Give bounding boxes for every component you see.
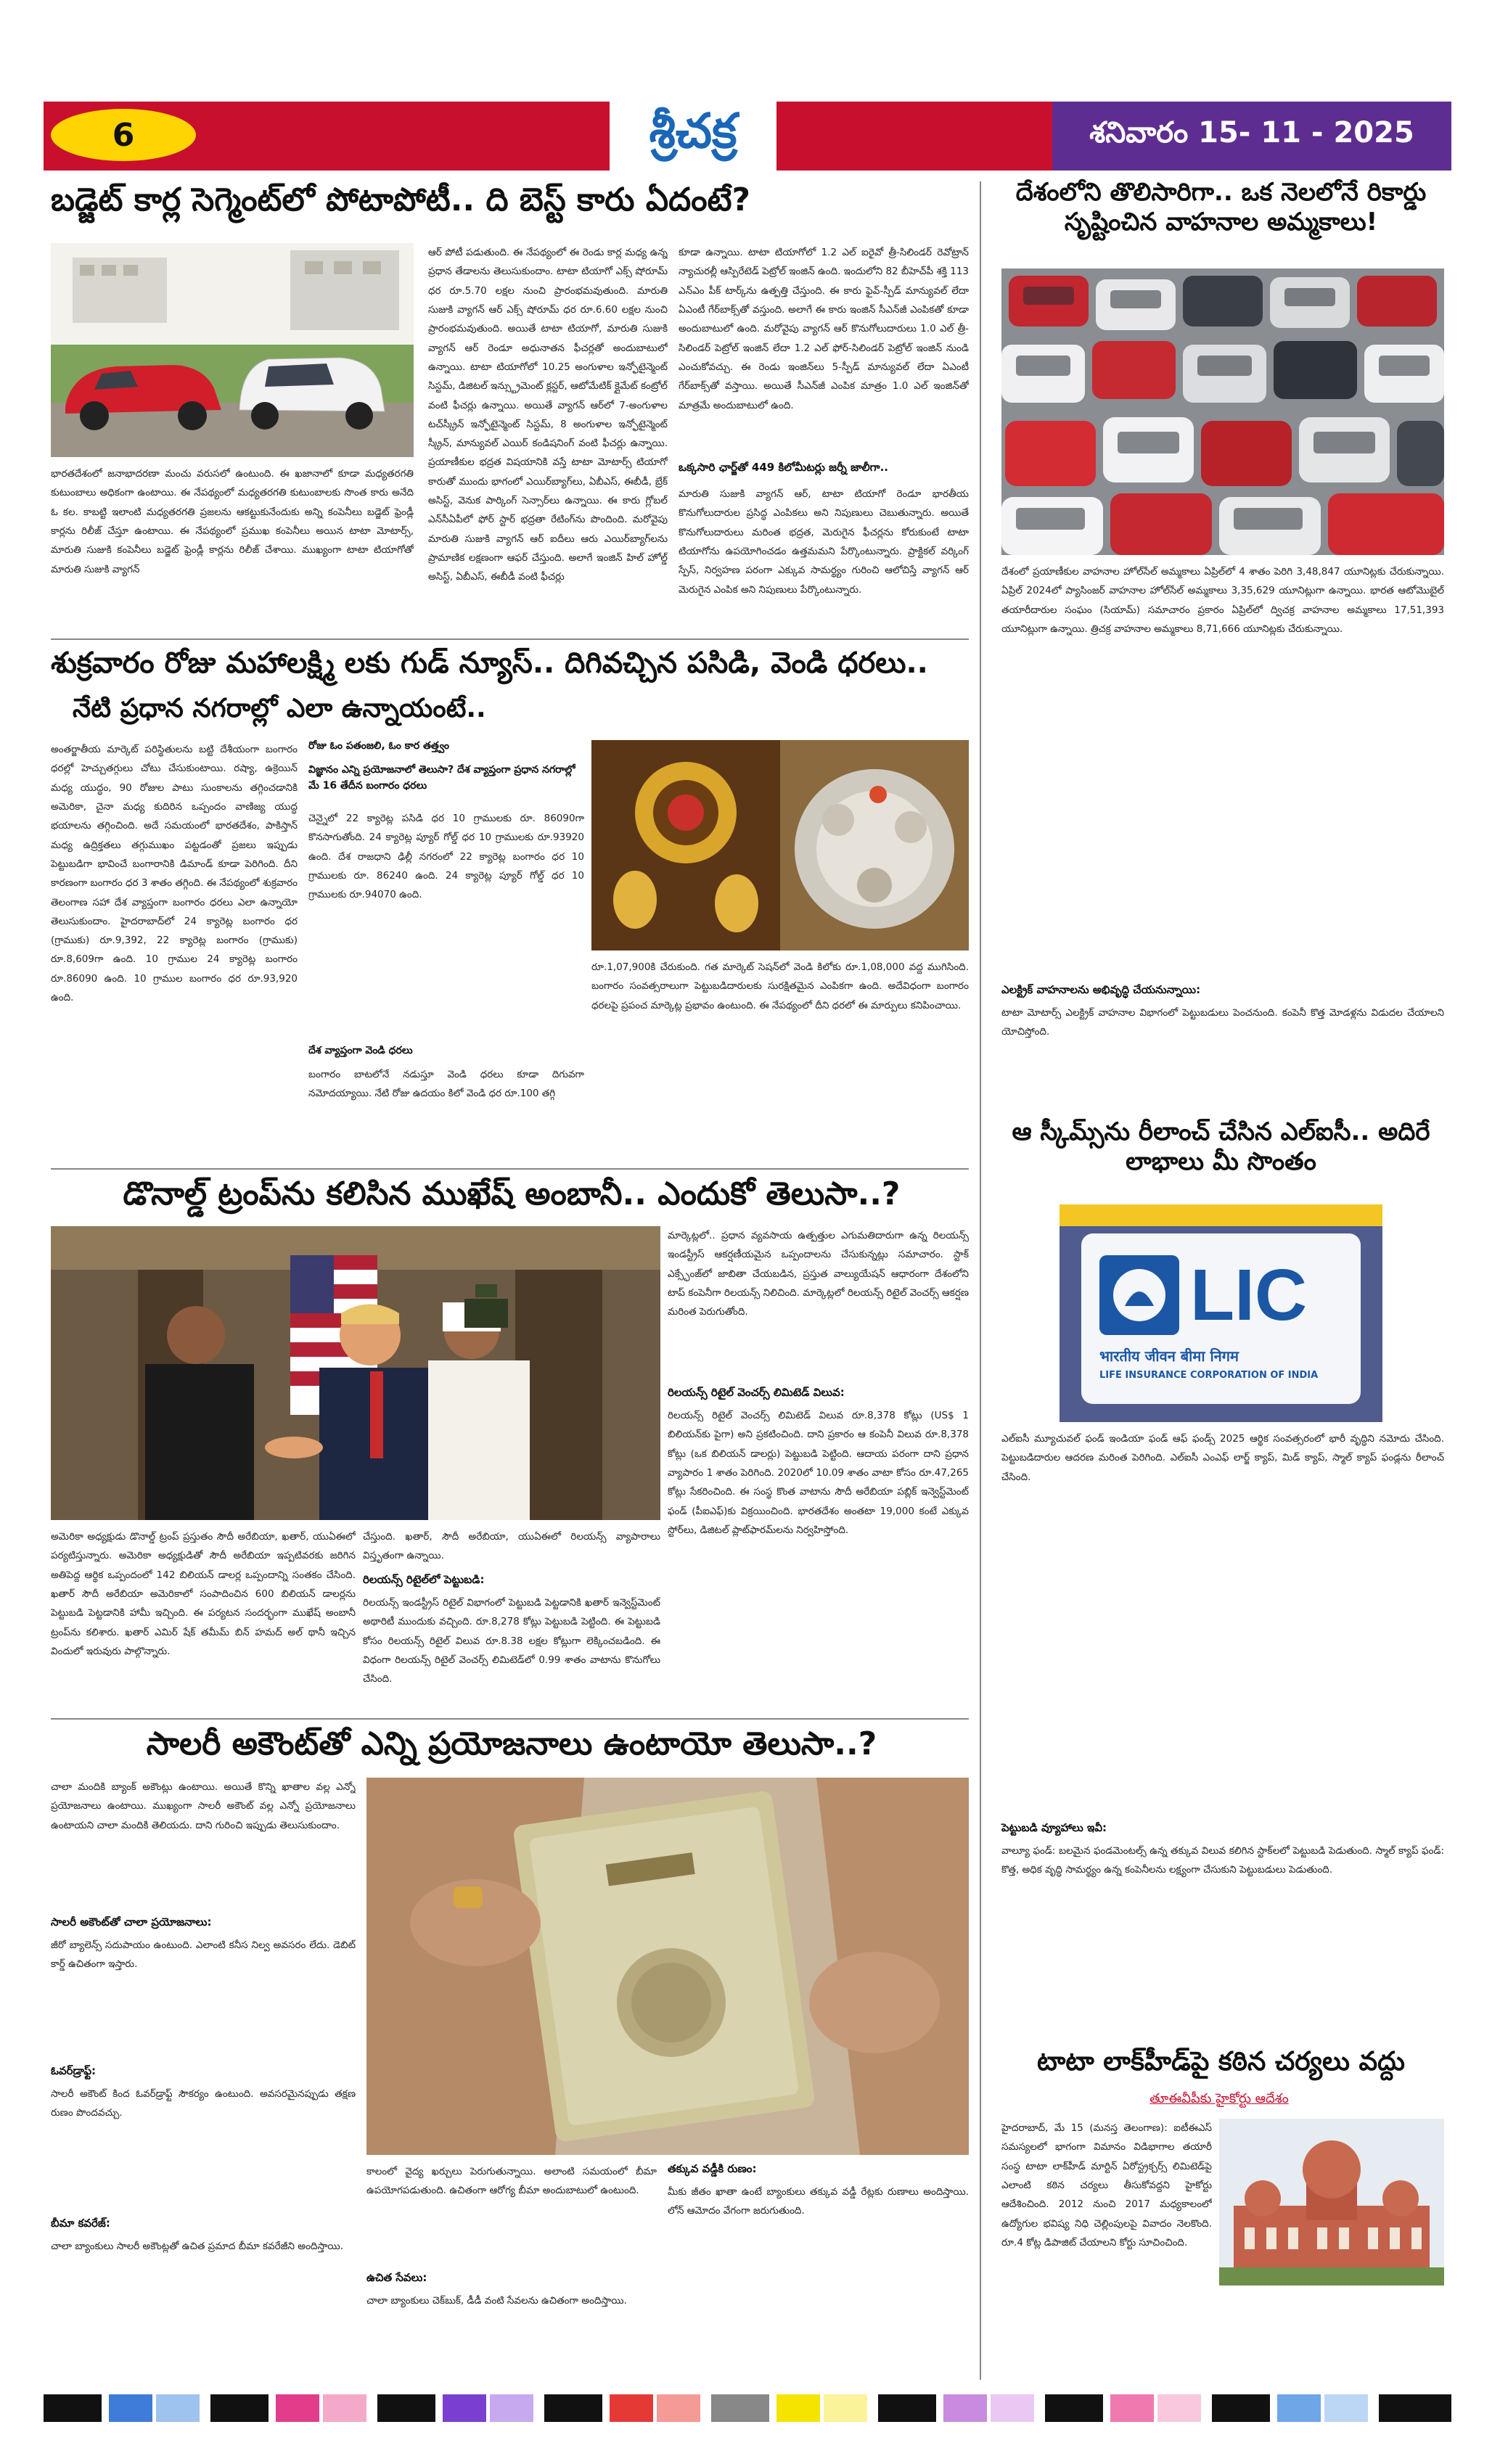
registration-swatch — [443, 2394, 486, 2422]
registration-swatch — [1110, 2394, 1154, 2422]
parked-cars-photo — [1001, 268, 1444, 555]
registration-swatch — [44, 2394, 102, 2422]
gold-body-right: రూ.1,07,900కి చేరుకుంది. గత మార్కెట్ సెషన్‌లో వెండి కిలోకు రూ.1,08,000 వద్ద ముగిసింది. బంగారం సంవత్సరాలుగా పెట్టుబడిదారులకు సురక్షితమైన ఎంపికగా ఉంది. అదేవిధంగా బంగారం ధరలపై ప్రపంచ మార్కెట్ల ప్రభావం ఉంటుంది. ఈ నేపథ్యంలో దీని ధరలో ఈ మార్పులు కనిపించాయి. — [591, 961, 969, 1011]
salary-body2: సాలరీ అకౌంట్ కింద ఓవర్‌డ్రాఫ్ట్ సౌకర్యం ఉంటుంది. అవసరమైనప్పుడు తక్షణ రుణం పొందవచ్చు. — [51, 2088, 356, 2119]
column-divider — [980, 181, 981, 2380]
registration-swatch — [1379, 2394, 1451, 2422]
budget-cars-body-right2: మారుతి సుజుకి వ్యాగన్ ఆర్, టాటా టియాగో రెండూ భారతీయ కొనుగోలుదారుల ప్రసిద్ధ ఎంపికలు అని నిపుణులు చెబుతున్నారు. అయితే కొనుగోలుదారులు మరింత భద్రత, మెరుగైన ఫీచర్లను కోరుకుంటే టాటా టియాగోను ఉపయోగించడం ఉత్తమమని పేర్కొంటున్నారు. ప్రాక్టికల్ వర్కింగ్ స్పేస్, నిర్వహణ పరంగా ఎక్కువ సామర్థ్యం గురించి ఆలోచిస్తే వ్యాగన్ ఆర్ మెరుగైన ఎంపిక అని నిపుణులు పేర్కొంటున్నారు. — [679, 488, 969, 596]
high-court-photo — [1219, 2119, 1444, 2286]
registration-swatch — [210, 2394, 269, 2422]
registration-swatch — [657, 2394, 700, 2422]
tata-headline: టాటా లాక్‌హీడ్‌పై కఠిన చర్యలు వద్దు — [1036, 2047, 1406, 2077]
ambani-body-left: అమెరికా అధ్యక్షుడు డొనాల్డ్ ట్రంప్ ప్రస్తుతం సౌదీ అరేబియా, ఖతార్, యుఏఈలో పర్యటిస్తున్నారు. అమెరికా అధ్యక్షుడితో సౌదీ అరేబియా ఇప్పటివరకు జరిగిన అతిపెద్ద ఆర్థిక ఒప్పందంలో 142 బిలియన్ డాలర్ల ఒప్పందాన్ని సంతకం చేసింది. ఖతార్ సౌదీ అరేబియా అమెరికాలో సంపాదించిన 600 బిలియన్ డాలర్లను పెట్టుబడి పెట్టడానికి హామీ ఇచ్చింది. ఈ పర్యటన సందర్భంగా ముఖేష్ అంబానీ ట్రంప్‌ను కలిశారు. ఖతార్ ఎమిర్ షేక్ తమీమ్ బిన్ హమద్ అల్ థానీ ఇచ్చిన విందులో ఇరువురు పాల్గొన్నారు. — [51, 1531, 356, 1657]
salary-sub2: ఓవర్‌డ్రాఫ్ట్: — [51, 2064, 97, 2077]
gold-box-sub2: దేశ వ్యాప్తంగా వెండి ధరలు — [308, 1045, 413, 1056]
lic-body: ఎల్ఐసీ మ్యూచువల్ ఫండ్ ఇండియా ఫండ్ ఆఫ్ ఫండ్స్ 2025 ఆర్థిక సంవత్సరంలో భారీ వృద్ధిని నమోదు చేసింది. పెట్టుబడిదారుల ఆదరణ మరింత పెరిగింది. ఎల్ఐసీ ఎంఎఫ్ లార్జ్ క్యాప్, మిడ్ క్యాప్, స్మాల్ క్యాప్ ఫండ్లను రీలాంచ్ చేసింది. — [1001, 1433, 1444, 1483]
salary-body-mid: కాలంలో వైద్య ఖర్చులు పెరుగుతున్నాయి. అలాంటి సమయంలో బీమా ఉపయోగపడుతుంది. ఉచితంగా ఆరోగ్య బీమా అందుబాటులో ఉంటుంది. — [366, 2166, 657, 2197]
registration-swatch — [1277, 2394, 1321, 2422]
lic-body2: వాల్యూ ఫండ్: బలమైన ఫండమెంటల్స్ ఉన్న తక్కువ విలువ కలిగిన స్టాక్‌లలో పెట్టుబడి పెడుతుంది. స్మాల్ క్యాప్ ఫండ్: కొత్త, అధిక వృద్ధి సామర్థ్యం ఉన్న కంపెనీలను లక్ష్యంగా చేసుకుని పెట్టుబడులు పెడుతుంది. — [1001, 1845, 1444, 1876]
salary-sub5: తక్కువ వడ్డీకి రుణం: — [668, 2162, 757, 2175]
salary-sub3: బీమా కవరేజ్: — [51, 2217, 110, 2230]
registration-swatch — [156, 2394, 200, 2422]
vehicles-subhead: ఎలక్ట్రిక్ వాహనాలను అభివృద్ధి చేయనున్నాయి: — [1001, 983, 1201, 996]
registration-swatch — [711, 2394, 769, 2422]
lic-logo-text: LIC — [1190, 1254, 1308, 1336]
cars-photo — [51, 243, 414, 457]
ambani-headline: డొనాల్డ్ ట్రంప్‌ను కలిసిన ముఖేష్ అంబానీ.. ఎందుకో తెలుసా..? — [123, 1175, 901, 1212]
registration-swatch — [109, 2394, 152, 2422]
gold-jewellery-photo — [591, 740, 969, 950]
vehicles-body: దేశంలో ప్రయాణీకుల వాహనాల హోల్‌సేల్ అమ్మకాలు ఏప్రిల్‌లో 4 శాతం పెరిగి 3,48,847 యూనిట్లకు చేరుకున్నాయి. ఏప్రిల్ 2024లో ప్యాసింజర్ వాహనాల హోల్‌సేల్ అమ్మకాలు 3,35,629 యూనిట్లుగా ఉన్నాయి. భారత ఆటోమొబైల్ తయారీదారుల సంఘం (సియామ్) సమాచారం ప్రకారం ఏప్రిల్‌లో ద్విచక్ర వాహనాల అమ్మకాలు 17,51,393 యూనిట్లుగా ఉన్నాయి. త్రిచక్ర వాహనాల అమ్మకాలు 8,71,666 యూనిట్లకు చేరుకున్నాయి. — [1001, 566, 1444, 635]
ambani-subhead1: రిలయన్స్ రిటైల్ వెంచర్స్ లిమిటెడ్ విలువ: — [668, 1386, 845, 1399]
gold-box-body2: బంగారం బాటలోనే నడుస్తూ వెండి ధరలు కూడా దిగువగా నమోదయ్యాయి. నేటి రోజు ఉదయం కిలో వెండి ధర రూ.100 తగ్గి — [308, 1069, 584, 1100]
tata-subline: తూఈవీపీకు హైకోర్టు ఆదేశం — [1149, 2091, 1289, 2106]
gold-box-sub: విజ్ఞానం ఎన్ని ప్రయోజనాలో తెలుసా? దేశ వ్యాప్తంగా ప్రధాన నగరాల్లో మే 16 తేదీన బంగారం ధరలు — [308, 764, 575, 792]
registration-swatch — [1157, 2394, 1201, 2422]
registration-swatch — [490, 2394, 533, 2422]
divider — [51, 1168, 969, 1170]
tata-body: హైదరాబాద్, మే 15 (మనస్త తెలంగాణ): ఐటీఈఎస్ సమస్యలలో భాగంగా విమానం విడిభాగాల తయారీ సంస్థ టాటా లాక్‌హీడ్ మార్టిన్ ఏరోస్ట్రక్చర్స్ లిమిటెడ్‌పై ఎలాంటి కఠిన చర్యలు తీసుకోవద్దని హైకోర్టు ఆదేశించింది. 2012 నుంచి 2017 మధ్యకాలంలో ఉద్యోగుల భవిష్య నిధి చెల్లింపులపై వివాదం నెలకొంది. రూ.4 కోట్ల డిపాజిట్ చేయాలని కోర్టు సూచించింది. — [1001, 2122, 1212, 2249]
lic-logo-photo — [1060, 1204, 1382, 1422]
divider — [51, 638, 969, 640]
ambani-trump-photo — [51, 1226, 660, 1520]
budget-cars-headline: బడ్జెట్ కార్ల సెగ్మెంట్‌లో పోటాపోటీ.. ది బెస్ట్ కారు ఏదంటే? — [51, 181, 750, 218]
registration-swatch — [1045, 2394, 1103, 2422]
issue-date: శనివారం 15- 11 - 2025 — [1052, 102, 1451, 171]
registration-swatch — [824, 2394, 867, 2422]
salary-body-left: చాలా మందికి బ్యాంక్ అకౌంట్లు ఉంటాయి. అయితే కొన్ని ఖాతాల వల్ల ఎన్నో ప్రయోజనాలు ఉంటాయి. ముఖ్యంగా సాలరీ అకౌంట్ వల్ల ఎన్నో ప్రయోజనాలు ఉంటాయని చాలా మందికి తెలియదు. దాని గురించి ఇప్పుడు తెలుసుకుందాం. — [51, 1781, 356, 1831]
registration-swatch — [878, 2394, 936, 2422]
gold-box-body: చెన్నైలో 22 క్యారెట్ల పసిడి ధర 10 గ్రాములకు రూ. 86090గా కొనసాగుతోంది. 24 క్యారెట్ల ప్యూర్ గోల్డ్ ధర 10 గ్రాములకు రూ.93920 ఉంది. దేశ రాజధాని ఢిల్లీ నగరంలో 22 క్యారెట్ల బంగారం ధర 10 గ్రాములకు రూ. 86240 ఉంది. 24 క్యారెట్ల ప్యూర్ గోల్డ్ ధర 10 గ్రాములకు రూ.94070 ఉంది. — [308, 813, 584, 901]
ambani-body-mid2: రిలయన్స్ ఇండస్ట్రీస్ రిటైల్ విభాగంలో పెట్టుబడి పెట్టడానికి ఖతార్ ఇన్వెస్ట్‌మెంట్ అథారిటీ ముందుకు వచ్చింది. రూ.8,278 కోట్లు పెట్టుబడి పెట్టింది. ఈ పెట్టుబడి కోసం రిలయన్స్ రిటైల్ విలువ రూ.8.38 లక్షల కోట్లుగా లెక్కించబడింది. ఈ విధంగా రిలయన్స్ రిటైల్ వెంచర్స్ లిమిటెడ్‌లో 0.99 శాతం వాటాను కొనుగోలు చేసింది. — [363, 1597, 660, 1685]
gold-body-left: అంతర్జాతీయ మార్కెట్ పరిస్థితులను బట్టి దేశీయంగా బంగారం ధరల్లో హెచ్చుతగ్గులు చోటు చేసుకుంటాయి. రష్యా, ఉక్రెయిన్ మధ్య యుద్ధం, 90 రోజుల పాటు సుంకాలను తగ్గించడానికి అమెరికా, చైనా మధ్య కుదిరిన ఒప్పందం వాణిజ్య యుద్ధ భయాలను తగ్గించింది. అదే సమయంలో భారతదేశం, పాకిస్తాన్ మధ్య ఉద్రిక్తతలు తగ్గుముఖం పట్టడంతో ప్రజలు ఇప్పుడు పెట్టుబడిగా భావించే బంగారానికి డిమాండ్ కూడా పెరిగింది. దీని కారణంగా బంగారం ధర 3 శాతం తగ్గింది. ఈ నేపథ్యంలో శుక్రవారం తెలంగాణ సహా దేశ వ్యాప్తంగా బంగారం ధరలు ఎలా ఉన్నాయో తెలుసుకుందాం. హైదరాబాద్‌లో 24 క్యారెట్ల బంగారం ధర (గ్రాముకు) రూ.9,392, 22 క్యారెట్ల బంగారం (గ్రాముకు) రూ.8,609గా ఉంది. 10 గ్రాముల 24 క్యారెట్ల బంగారం రూ.86090 ఉంది. 10 గ్రాముల బంగారం ధర రూ.93,920 ఉంది. — [51, 744, 298, 1004]
registration-swatch — [1324, 2394, 1368, 2422]
registration-swatch — [544, 2394, 602, 2422]
vehicles-headline: దేశంలోని తొలిసారిగా.. ఒక నెలలోనే రికార్డు సృష్టించిన వాహనాల అమ్మకాలు! — [1015, 178, 1427, 237]
lic-sub: పెట్టుబడి వ్యూహాలు ఇవీ: — [1001, 1821, 1107, 1834]
lic-logo-hindi: भारतीय जीवन बीमा निगम — [1099, 1347, 1239, 1365]
newspaper-title: శ్రీచక్ర — [610, 100, 776, 173]
ambani-body-right2: రిలయన్స్ రిటైల్ వెంచర్స్ లిమిటెడ్ విలువ రూ.8,378 కోట్లు (US$ 1 బిలియన్‌కు పైగా) అని ప్రకటించింది. దాని ప్రకారం ఆ కంపెనీ విలువ రూ.8,378 కోట్లు (ఒక బిలియన్ డాలర్లు) పెట్టుబడి పెట్టింది. ఆదాయ పరంగా దాని ప్రధాన వ్యాపారం 1 శాతం పెరిగింది. 2020లో 10.09 శాతం వాటా కోసం రూ.47,265 కోట్లు సేకరించింది. ఈ సంస్థ కొంత వాటాను సౌదీ అరేబియా పబ్లిక్ ఇన్వెస్ట్‌మెంట్ ఫండ్ (పీఐఎఫ్)కు విక్రయించింది. భారతదేశం అంతటా 19,000 కంటే ఎక్కువ స్టోర్‌లు, డిజిటల్ ప్లాట్‌ఫారమ్‌లను నిర్వహిస్తోంది. — [668, 1410, 969, 1536]
salary-body4: చాలా బ్యాంకులు చెక్‌బుక్, డీడీ వంటి సేవలను ఉచితంగా అందిస్తాయి. — [366, 2295, 627, 2307]
budget-cars-body-mid: ఆర్ పోటీ పడుతుంది. ఈ నేపథ్యంలో ఈ రెండు కార్ల మధ్య ఉన్న ప్రధాన తేడాలను తెలుసుకుందాం. టాటా టియాగో ఎక్స్ షోరూమ్ ధర రూ.5.70 లక్షల నుంచి ప్రారంభమవుతుంది. మారుతి సుజుకి వ్యాగన్ ఆర్ ఎక్స్ షోరూమ్ ధర రూ.6.60 లక్షల నుంచి ప్రారంభమవుతుంది. అయితే టాటా టియాగో, మారుతి సుజుకి వ్యాగన్ ఆర్ రెండూ అధునాతన ఫీచర్లతో అందుబాటులో ఉన్నాయి. టాటా టియాగోలో 10.25 అంగుళాల ఇన్ఫోటైన్మెంట్ సిస్టమ్, డిజిటల్ ఇన్స్ట్రుమెంట్ క్లస్టర్, ఆటోమేటిక్ క్లైమేట్ కంట్రోల్ వంటి ఫీచర్లు ఉన్నాయి. అయితే వ్యాగన్ ఆర్‌లో 7-అంగుళాల టచ్‌స్క్రీన్ ఇన్ఫోటైన్మెంట్ సిస్టమ్, 8 అంగుళాల ఇన్ఫోటైన్మెంట్ స్క్రీన్, మాన్యువల్ ఎయిర్ కండిషనింగ్ వంటి ఫీచర్లు ఉన్నాయి. ప్రయాణీకుల భద్రత విషయానికి వస్తే టాటా మోటార్స్ టియాగో కారుతో ముందు భాగంలో ఎయిర్‌బ్యాగ్‌లు, ఏబీఎస్, ఈబీడీ, బ్రేక్ అసిస్ట్, వెనుక పార్కింగ్ సెన్సార్‌లు ఉన్నాయి. ఈ కారు గ్లోబల్ ఎన్‌సీఏపీలో ఫోర్ స్టార్ భద్రతా రేటింగ్‌ను పొందింది. మరోవైపు మారుతి సుజుకి వ్యాగన్ ఆర్ ఐదీలు ఆరు ఎయిర్‌బ్యాగ్‌లను ప్రామాణిక లక్షణంగా ఆఫర్ చేస్తుంది. అలాగే ఇంజిన్ హిల్ హోల్డ్ అసిస్ట్, ఏబీఎస్, ఈబీడీ వంటి ఫీచర్లు — [428, 247, 668, 583]
gold-headline: శుక్రవారం రోజు మహాలక్ష్మి లకు గుడ్ న్యూస్.. దిగివచ్చిన పసిడి, వెండి ధరలు.. — [51, 646, 928, 680]
registration-swatch — [991, 2394, 1034, 2422]
salary-body5: మీకు జీతం ఖాతా ఉంటే బ్యాంకులు తక్కువ వడ్డీ రేట్లకు రుణాలు అందిస్తాయి. లోన్ ఆమోదం వేగంగా జరుగుతుంది. — [668, 2186, 969, 2217]
ambani-body-right: మార్కెట్లలో.. ప్రధాన వ్యవసాయ ఉత్పత్తుల ఎగుమతిదారుగా ఉన్న రిలయన్స్ ఇండస్ట్రీస్ ఆకర్షణీయమైన ఒప్పందాలను చేసుకున్నట్లు సమాచారం. స్టాక్ ఎక్స్ఛేంజ్‌లో జాబితా చేయబడిన, ప్రస్తుత వాల్యుయేషన్ ఆధారంగా దేశంలోని టాప్ కంపెనీగా రిలయన్స్ నిలిచింది. మార్కెట్లలో రిలయన్స్ రిటైల్ వెంచర్స్ ఆకర్షణ మరింత పెరుగుతోంది. — [668, 1230, 969, 1318]
ambani-subhead2: రిలయన్స్ రిటైల్‌లో పెట్టుబడి: — [363, 1573, 485, 1586]
lic-logo-english: LIFE INSURANCE CORPORATION OF INDIA — [1099, 1370, 1319, 1381]
salary-body3: చాలా బ్యాంకులు సాలరీ అకౌంట్లతో ఉచిత ప్రమాద బీమా కవరేజీని అందిస్తాయి. — [51, 2241, 344, 2252]
budget-cars-subhead: ఒక్కసారి ఛార్జ్‌తో 449 కిలోమీటర్లు జర్నీ జాలీగా.. — [679, 461, 888, 474]
currency-notes-photo — [366, 1778, 969, 2155]
registration-swatch — [377, 2394, 435, 2422]
divider — [51, 1718, 969, 1720]
salary-sub4: ఉచిత సేవలు: — [366, 2271, 427, 2284]
gold-subline: నేటి ప్రధాన నగరాల్లో ఎలా ఉన్నాయంటే.. — [73, 694, 486, 723]
ambani-body-mid: చేస్తుంది. ఖతార్, సౌదీ అరేబియా, యుఏఈలో రిలయన్స్ వ్యాపారాలు విస్తృతంగా ఉన్నాయి. — [363, 1531, 660, 1562]
budget-cars-body-right: కూడా ఉన్నాయి. టాటా టియాగోలో 1.2 ఎల్ ఐరైవో త్రీ-సిలిండర్ రెవోట్రాన్ న్యాచురల్లీ ఆస్పిరేటెడ్ పెట్రోల్ ఇంజిన్ ఉంది. ఇందులోని 82 బీహెచ్‌పీ శక్తి 113 ఎన్‌ఎం పీక్ టార్క్‌ను ఉత్పత్తి చేస్తుంది. ఈ కారు ఫైవ్-స్పీడ్ మాన్యువల్ లేదా ఏఎంటీ గేర్‌బాక్స్‌తో వస్తుంది. అలాగే ఈ కారు ఇంజిన్ సీఎన్‌జీ ఎంపికతో కూడా అందుబాటులో ఉంది. మరోవైపు వ్యాగన్ ఆర్ కొనుగోలుదారులు 1.0 ఎల్ త్రీ-సిలిండర్ పెట్రోల్ ఇంజిన్ లేదా 1.2 ఎల్ ఫోర్-సిలిండర్ పెట్రోల్ ఇంజిన్ నుండి ఎంచుకోవచ్చు. ఈ రెండు ఇంజిన్‌లు 5-స్పీడ్ మాన్యువల్ లేదా ఏఎంటీ గేర్‌బాక్స్‌తో వస్తాయి. అయితే సీఎన్‌జీ ఎంపిక మాత్రం 1.0 ఎల్ ఇంజిన్‌తో మాత్రమే అందుబాటులో ఉంది. — [679, 247, 969, 411]
page-number: 6 — [51, 109, 196, 161]
registration-swatch — [1212, 2394, 1270, 2422]
registration-swatch — [276, 2394, 319, 2422]
registration-swatch — [776, 2394, 820, 2422]
vehicles-body2: టాటా మోటార్స్ ఎలక్ట్రిక్ వాహనాల విభాగంలో పెట్టుబడులు పెంచనుంది. కంపెనీ కొత్త మోడళ్లను విడుదల చేయాలని యోచిస్తోంది. — [1001, 1007, 1444, 1038]
salary-sub1: సాలరీ అకౌంట్‌తో చాలా ప్రయోజనాలు: — [51, 1915, 212, 1929]
registration-swatch — [323, 2394, 366, 2422]
salary-headline: సాలరీ అకౌంట్‌తో ఎన్ని ప్రయోజనాలు ఉంటాయో తెలుసా..? — [146, 1725, 877, 1762]
lic-headline: ఆ స్కీమ్స్‌ను రీలాంచ్ చేసిన ఎల్ఐసీ.. అదిరే లాభాలు మీ సొంతం — [1012, 1117, 1430, 1176]
salary-body1: జీరో బ్యాలెన్స్ సదుపాయం ఉంటుంది. ఎలాంటి కనీస నిల్వ అవసరం లేదు. డెబిట్ కార్డ్ ఉచితంగా ఇస్తారు. — [51, 1939, 356, 1971]
budget-cars-body-left: భారతదేశంలో జనాభాదరణా మంచు వరుసలో ఉంటుంది. ఈ ఖజానాలో కూడా మధ్యతరగతి కుటుంబాలు అధికంగా ఉంటాయి. ఈ నేపథ్యంలో మధ్యతరగతి కుటుంబాలకు సొంత కారు అనేది ఓ కల. కాబట్టి ఇలాంటి మధ్యతరగతి ప్రజలను ఆకట్టుకునేందుకు అన్ని కంపెనీలు బడ్జెట్ ఫ్రెండ్లీ కార్లను రిలీజ్ చేస్తూ ఉంటాయి. ఈ నేపథ్యంలో ప్రముఖ కంపెనీలు అయిన టాటా మోటార్స్, మారుతి సుజుకి కంపెనీలు బడ్జెట్ ఫ్రెండ్లీ కార్లను రిలీజ్ చేశాయి. ముఖ్యంగా టాటా టియాగోతో మారుతి సుజుకి వ్యాగన్ — [51, 468, 414, 575]
gold-box-title: రోజు ఓం పతంజలి, ఓం కార తత్త్వం — [308, 740, 450, 752]
registration-swatch — [943, 2394, 987, 2422]
registration-swatch — [610, 2394, 653, 2422]
